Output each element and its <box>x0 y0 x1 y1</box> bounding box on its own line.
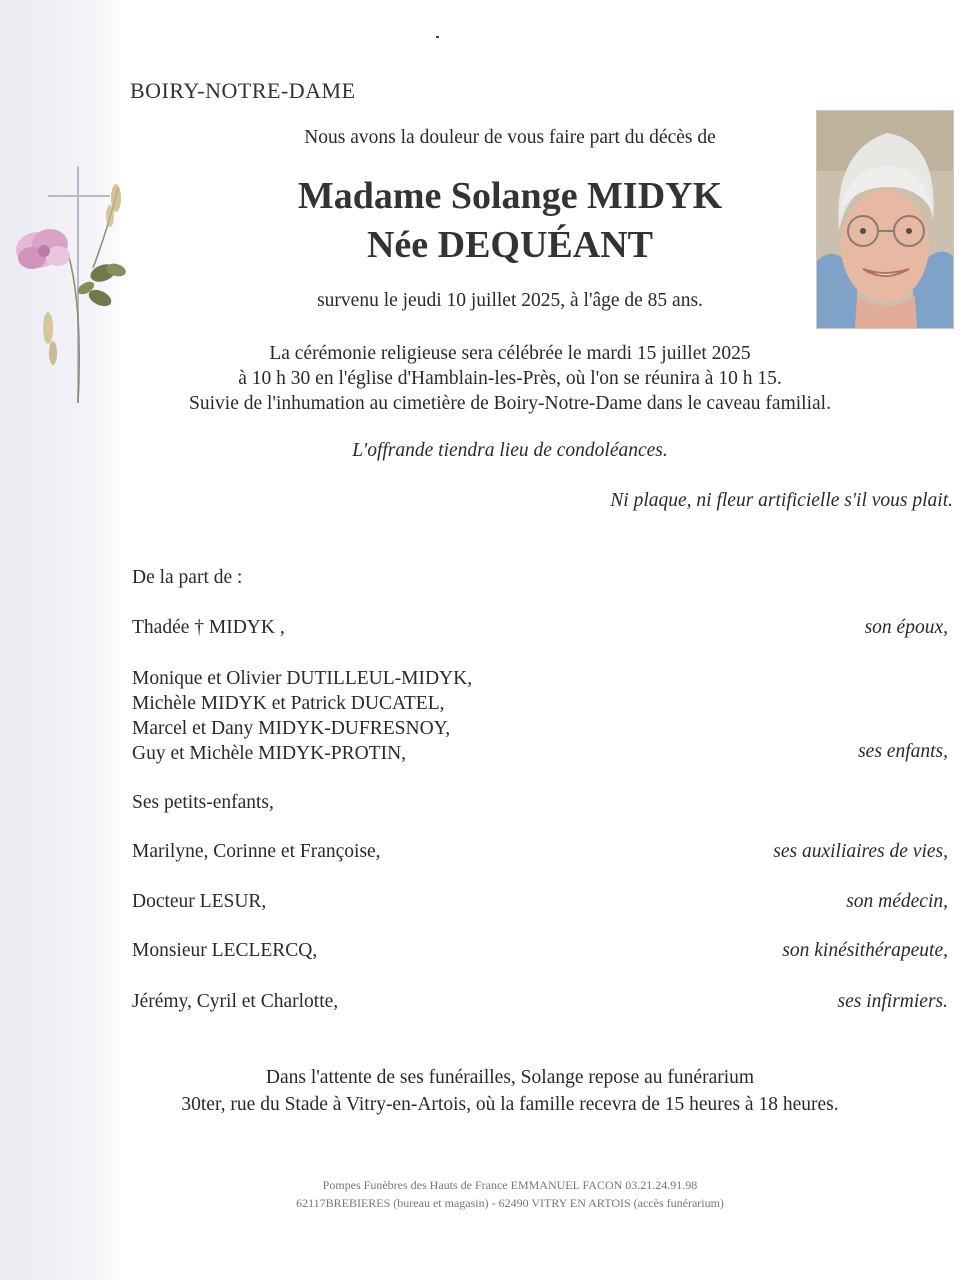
offering-note: L'offrande tiendra lieu de condoléances. <box>352 440 668 461</box>
from-label: De la part de : <box>132 567 243 588</box>
doctor-name: Docteur LESUR, <box>132 891 267 912</box>
portrait-photo <box>816 110 954 329</box>
repose-line-1: Dans l'attente de ses funérailles, Solange repose au funérarium <box>265 1067 755 1088</box>
child-entry: Monique et Olivier DUTILLEUL-MIDYK, <box>132 668 473 689</box>
nurses-relation: ses infirmiers. <box>837 991 948 1012</box>
spouse-relation: son époux, <box>864 617 948 638</box>
doctor-relation: son médecin, <box>846 891 948 912</box>
nurses-names: Jérémy, Cyril et Charlotte, <box>132 991 339 1012</box>
intro-text: Nous avons la douleur de vous faire part du décès de <box>304 127 716 148</box>
death-notice: survenu le jeudi 10 juillet 2025, à l'âge de 85 ans. <box>317 290 703 311</box>
ceremony-line-1: La cérémonie religieuse sera célébrée le mardi 15 juillet 2025 <box>269 343 751 364</box>
helpers-relation: ses auxiliaires de vies, <box>773 841 948 862</box>
helpers-names: Marilyne, Corinne et Françoise, <box>132 841 381 862</box>
funeral-director-footer <box>110 1176 910 1212</box>
town-name: BOIRY-NOTRE-DAME <box>130 78 356 103</box>
scan-speck <box>436 36 439 38</box>
children-relation: ses enfants, <box>858 741 948 762</box>
deceased-maiden-name: Née DEQUÉANT <box>366 224 654 266</box>
footer-line-1: Pompes Funèbres des Hauts de France EMMANUEL FACON 03.21.24.91.98 <box>322 1178 698 1192</box>
no-flowers-note: Ni plaque, ni fleur artificielle s'il vous plait. <box>610 490 953 511</box>
footer-line-2: 62117BREBIERES (bureau et magasin) - 62490 VITRY EN ARTOIS (accès funérarium) <box>296 1196 724 1210</box>
funeral-home-notice <box>110 1064 910 1118</box>
child-entry: Michèle MIDYK et Patrick DUCATEL, <box>132 693 445 714</box>
spouse-name: Thadée † MIDYK , <box>132 617 285 638</box>
child-entry: Marcel et Dany MIDYK-DUFRESNOY, <box>132 718 451 739</box>
physio-name: Monsieur LECLERCQ, <box>132 940 318 961</box>
children-list <box>132 666 472 766</box>
ceremony-line-3: Suivie de l'inhumation au cimetière de Boiry-Notre-Dame dans le caveau familial. <box>189 393 831 414</box>
deceased-name-line1: Madame Solange MIDYK <box>297 175 723 217</box>
ceremony-line-2: à 10 h 30 en l'église d'Hamblain-les-Près, où l'on se réunira à 10 h 15. <box>238 368 782 389</box>
grandchildren-label: Ses petits-enfants, <box>132 792 274 813</box>
portrait-image <box>817 111 953 328</box>
child-entry: Guy et Michèle MIDYK-PROTIN, <box>132 743 407 764</box>
ceremony-details <box>110 341 910 416</box>
physio-relation: son kinésithérapeute, <box>782 940 948 961</box>
deceased-name <box>120 172 900 270</box>
repose-line-2: 30ter, rue du Stade à Vitry-en-Artois, où la famille recevra de 15 heures à 18 heures. <box>181 1094 839 1115</box>
